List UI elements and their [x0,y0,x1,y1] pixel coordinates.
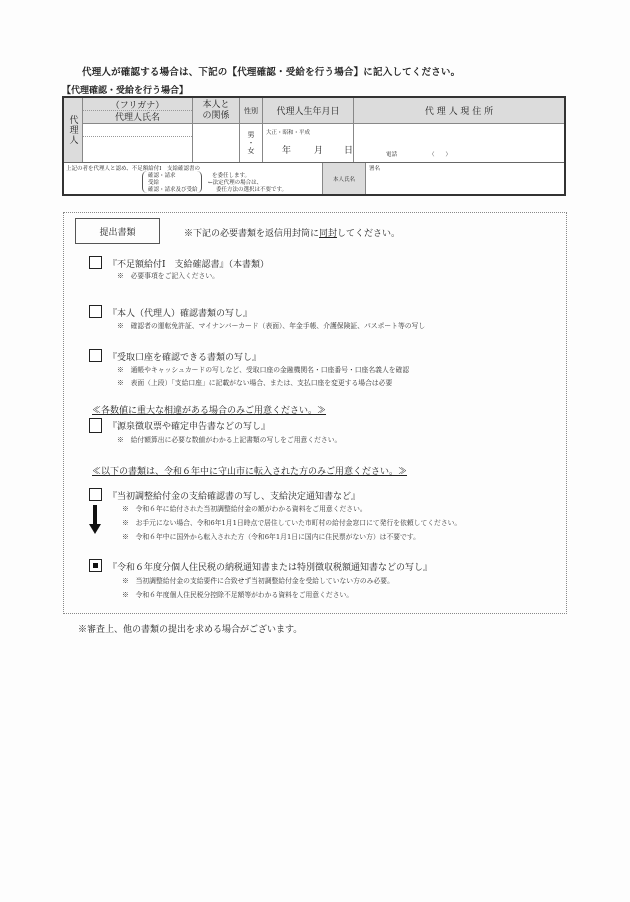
item-note: ※ 令和６年度個人住民税分控除不足額等がわかる資料をご用意ください。 [122,591,354,599]
item-note: ※ お手元にない場合、令和6年1月1日時点で居住していた市町村の給付金窓口にて発行を依頼してください。 [122,519,462,527]
item-note: ※ 確認者の運転免許証、マイナンバーカード（表面）、年金手帳、介護保険証、パスポート等の写し [117,322,426,330]
furigana-header: （フリガナ） [83,98,192,110]
item-title: 『本人（代理人）確認書類の写し』 [108,309,253,319]
signature-input[interactable] [366,172,564,194]
era-options[interactable]: 大正・昭和・平成 [266,130,311,136]
footer-note: ※審査上、他の書類の提出を求める場合がございます。 [78,625,303,635]
checkbox-item-3[interactable] [89,349,102,362]
relation-input[interactable] [193,124,239,162]
item-note: ※ 通帳やキャッシュカードの写しなど、受取口座の金融機関名・口座番号・口座名義人を確認 [117,366,410,374]
principal-name-label: 本人氏名 [323,163,365,194]
phone-label: 電話 [386,152,398,158]
gender-header: 性別 [240,98,262,123]
submission-instruction: ※下記の必要書類を返信用封筒に同封してください。 [184,229,401,239]
delegation-option[interactable]: 受給 [148,180,160,186]
item-title: 『不足額給付Ⅰ 支給確認書』（本書類） [108,260,270,270]
item-title: 『当初調整給付金の支給確認書の写し、支給決定通知書など』 [108,492,361,502]
relation-header: 本人との関係 [193,98,239,123]
item-note: ※ 令和６年中に国外から転入された方（令和6年1月1日に国内に住民票がない方）は不要です。 [122,533,420,541]
name-header: 代理人氏名 [83,110,192,123]
signature-label: 署名 [369,166,381,172]
intro-text: 代理人が確認する場合は、下記の【代理確認・受給を行う場合】に記入してください。 [82,67,461,78]
item-title: 『源泉徴収票や確定申告書などの写し』 [108,422,271,432]
item-note: ※ 令和６年に給付された当初調整給付金の額がわかる資料をご用意ください。 [122,505,367,513]
year-unit: 年 [282,146,292,156]
condition-note: ≪以下の書類は、令和６年中に守山市に転入された方のみご用意ください。≫ [92,467,408,477]
proxy-table [62,96,566,196]
item-note: ※ 表面（上段）「支給口座」に記載がない場合、または、支払口座を変更する場合は必要 [117,379,393,387]
delegation-suffix: を委任します。 [212,173,251,179]
legal-proxy-note: 委任方法の選択は不要です。 [216,187,288,193]
phone-input[interactable]: （ ） [429,152,452,158]
section-title: 【代理確認・受給を行う場合】 [62,86,189,96]
gender-select[interactable]: 男・女 [247,131,255,155]
month-unit: 月 [314,146,324,156]
item-title: 『令和６年度分個人住民税の納税通知書または特別徴収税額通知書などの写し』 [108,563,433,573]
checkbox-item-2[interactable] [89,305,102,318]
down-arrow-icon [88,505,102,535]
birthdate-header: 代理人生年月日 [263,98,353,123]
checkbox-item-4[interactable] [89,418,102,433]
item-note: ※ 当初調整給付金の支給要件に合致せず当初調整給付金を受給していない方のみ必要。 [122,577,394,585]
submission-label: 提出書類 [75,218,160,244]
delegation-option[interactable]: 確認・請求及び受給 [148,187,198,193]
delegation-option[interactable]: 確認・請求 [148,173,176,179]
item-note: ※ 必要事項をご記入ください。 [117,272,219,280]
checkbox-item-5[interactable] [89,488,102,501]
delegation-text: 上記の者を代理人と認め、不足額給付Ⅰ 支給確認書の [66,166,200,172]
day-unit: 日 [344,146,354,156]
furigana-input[interactable] [83,124,192,136]
condition-note: ≪各数値に重大な相違がある場合のみご用意ください。≫ [92,406,327,416]
proxy-side-label: 代理人 [64,98,82,162]
address-header: 代 理 人 現 住 所 [354,98,564,123]
checkbox-item-6[interactable] [89,559,102,572]
checkbox-item-1[interactable] [89,256,102,269]
item-note: ※ 給付額算出に必要な数値がわかる上記書類の写しをご用意ください。 [117,436,342,444]
item-title: 『受取口座を確認できる書類の写し』 [108,353,262,363]
proxy-name-input[interactable] [83,137,192,161]
legal-proxy-note: ←法定代理の場合は、 [208,180,263,186]
